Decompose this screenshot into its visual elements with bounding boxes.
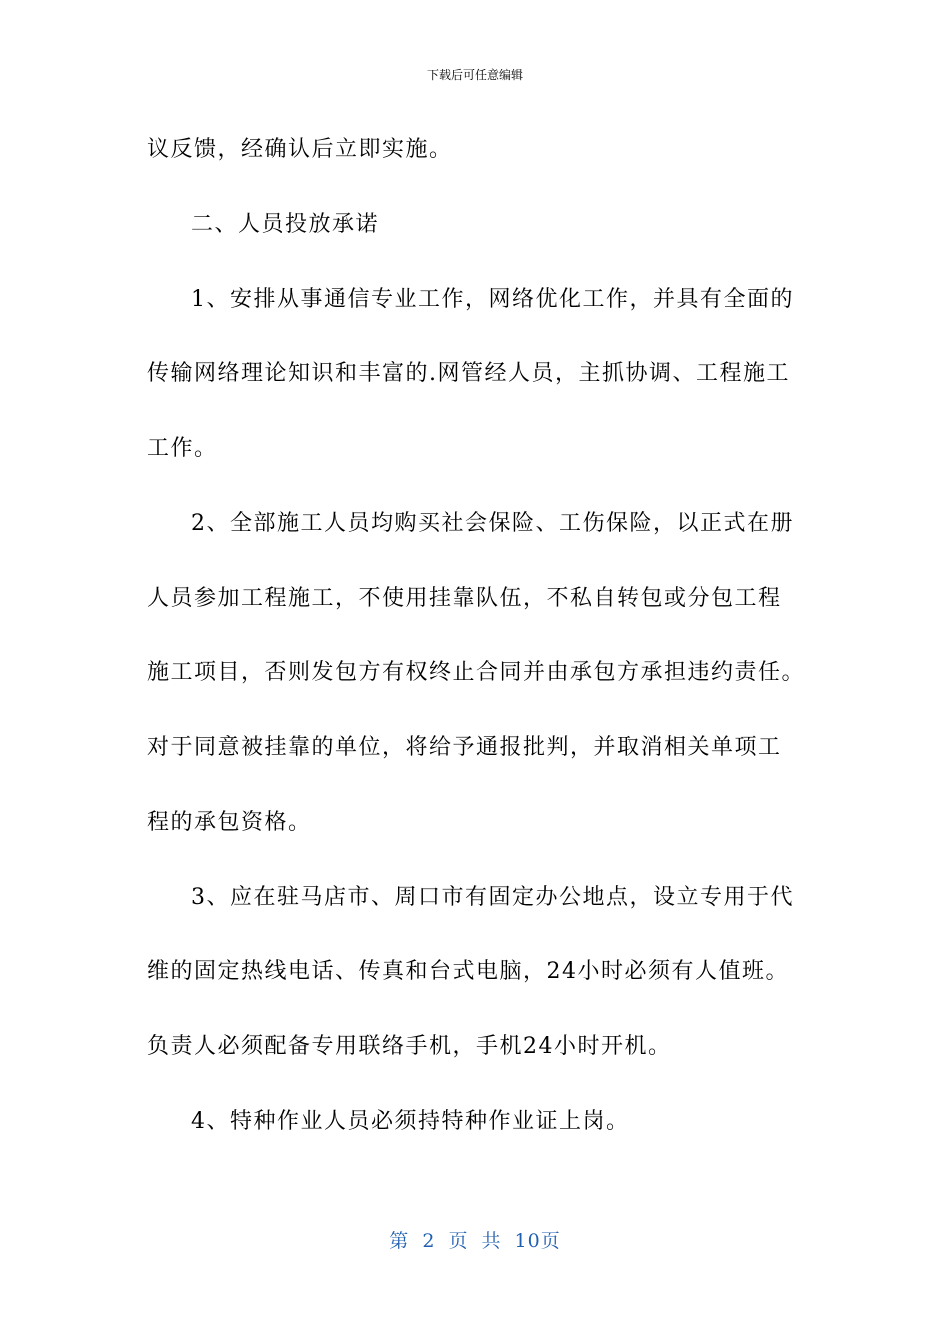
paragraph-line: 4、特种作业人员必须持特种作业证上岗。 [191, 1109, 630, 1134]
paragraph-line: 人员参加工程施工，不使用挂靠队伍，不私自转包或分包工程 [147, 586, 782, 611]
paragraph-line: 工作。 [147, 436, 218, 461]
page-number-footer: 第 2 页 共 10页 [389, 1230, 561, 1252]
paragraph-line: 施工项目，否则发包方有权终止合同并由承包方承担违约责任。 [147, 660, 806, 685]
section-heading: 二、人员投放承诺 [191, 212, 380, 237]
paragraph-line: 议反馈，经确认后立即实施。 [147, 137, 453, 162]
paragraph-line: 传输网络理论知识和丰富的.网管经人员，主抓协调、工程施工 [147, 361, 790, 386]
paragraph-line: 对于同意被挂靠的单位，将给予通报批判，并取消相关单项工 [147, 735, 782, 760]
paragraph-line: 3、应在驻马店市、周口市有固定办公地点，设立专用于代 [191, 885, 794, 910]
paragraph-line: 1、安排从事通信专业工作，网络优化工作，并具有全面的 [191, 287, 794, 312]
paragraph-line: 2、全部施工人员均购买社会保险、工伤保险，以正式在册 [191, 511, 794, 536]
page-header-note: 下载后可任意编辑 [426, 68, 523, 82]
paragraph-line: 维的固定热线电话、传真和台式电脑，24小时必须有人值班。 [147, 959, 789, 984]
paragraph-line: 程的承包资格。 [147, 810, 312, 835]
paragraph-line: 负责人必须配备专用联络手机，手机24小时开机。 [147, 1034, 672, 1059]
